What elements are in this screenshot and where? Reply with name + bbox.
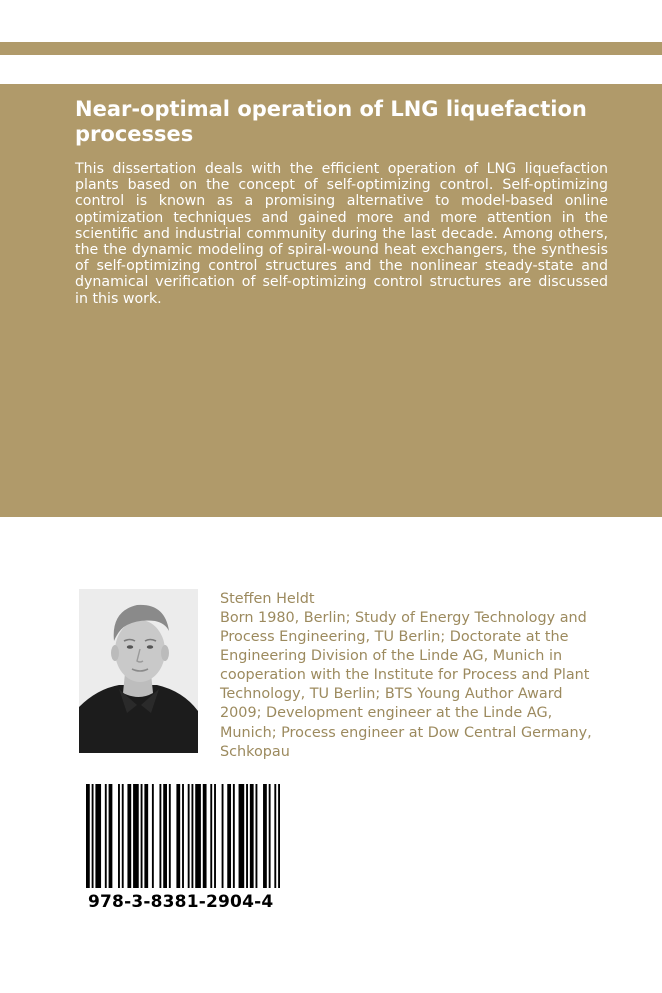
book-title: Near-optimal operation of LNG liquefaction processes bbox=[75, 97, 587, 146]
book-abstract: This dissertation deals with the efficient operation of LNG liquefaction plants based on the concept of self-optimizing control. Self-optimizing control is known as a promising alternative to model-based online optimization techniques and gained more and more attention in the scientific and industrial community during the last decade. Among others, the the dynamic modeling of spiral-wound heat exchangers, the synthesis of self-optimizing control structures and the nonlinear steady-state and dynamical verification of self-optimizing control structures are discussed in this work. bbox=[75, 161, 608, 307]
author-name: Steffen Heldt bbox=[220, 591, 315, 607]
author-bio: Born 1980, Berlin; Study of Energy Technology and Process Engineering, TU Berlin; Doctorate at the Engineering Division of the Linde AG, Munich in cooperation with the Institute for Process and Plant Technology, TU Berlin; BTS Young Author Award 2009; Development engineer at the Linde AG, Munich; Process engineer at Dow Central Germany, Schkopau bbox=[220, 610, 592, 760]
author-photo bbox=[79, 589, 198, 753]
barcode bbox=[86, 784, 280, 888]
isbn-number: 978-3-8381-2904-4 bbox=[88, 892, 274, 912]
top-stripe bbox=[0, 42, 662, 55]
